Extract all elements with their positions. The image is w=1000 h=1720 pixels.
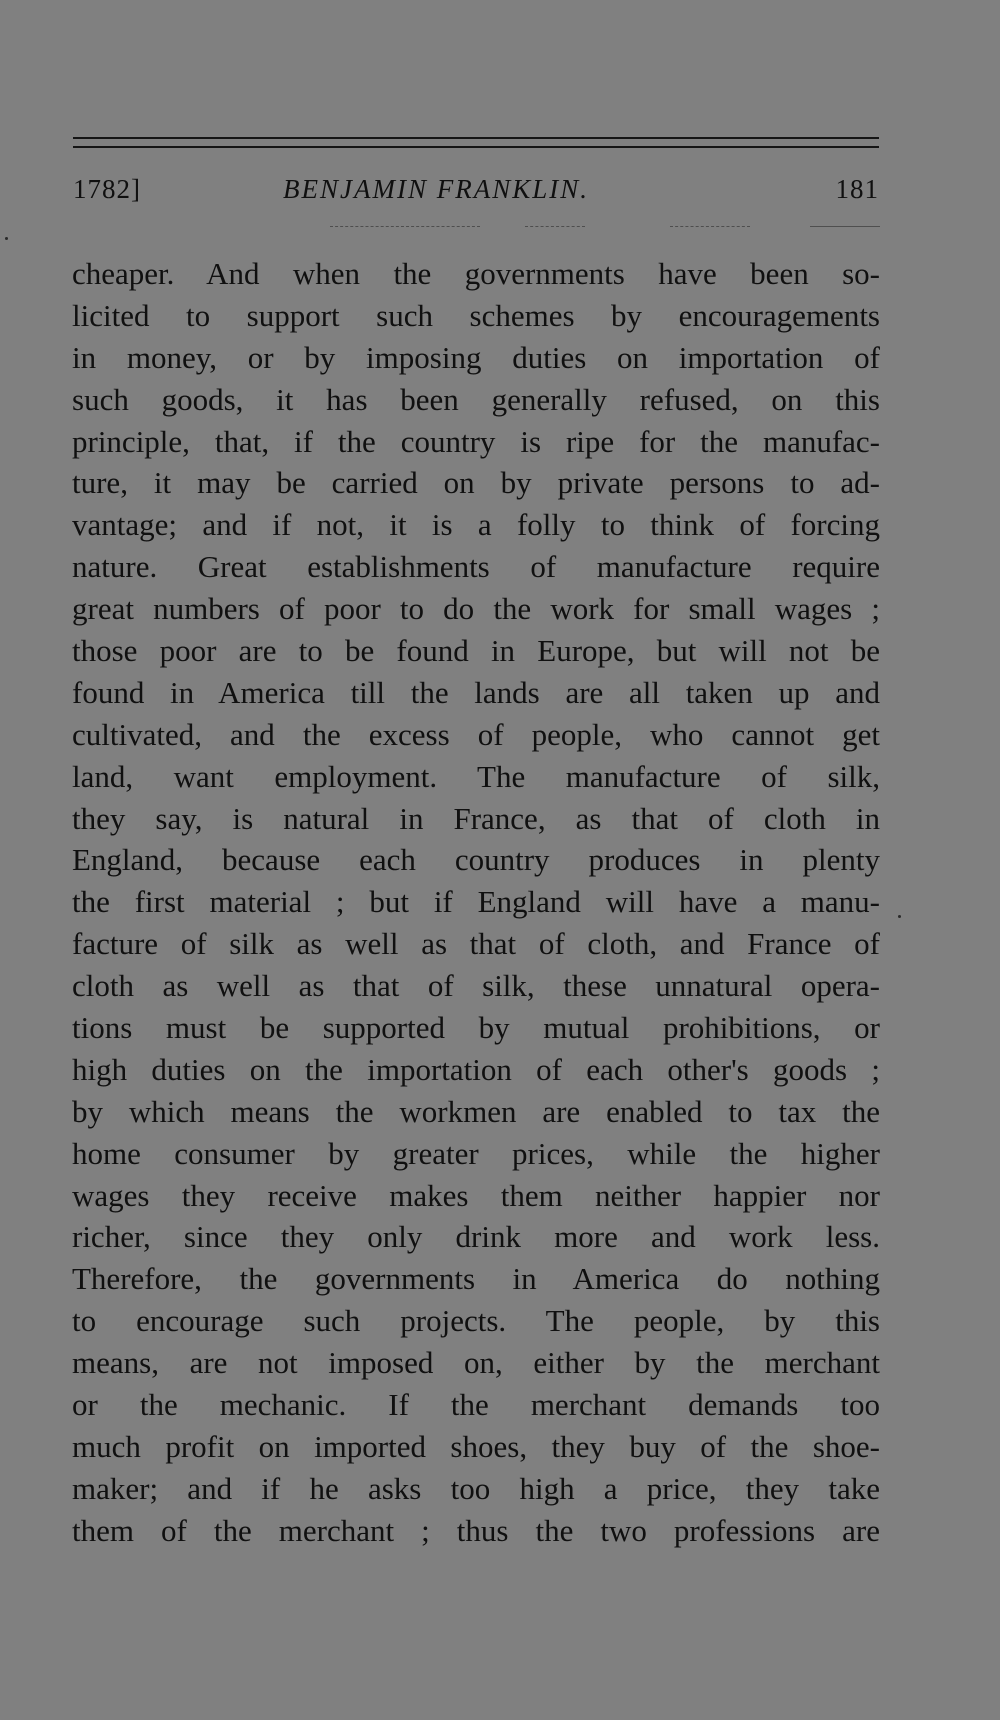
text-line: vantage; and if not, it is a folly to think of forcing (72, 507, 880, 543)
text-line: or the mechanic. If the merchant demands too (72, 1387, 880, 1423)
text-line: principle, that, if the country is ripe for the manufac- (72, 423, 880, 459)
text-line: home consumer by greater prices, while the higher (72, 1135, 880, 1171)
text-line: nature. Great establishments of manufacture require (72, 549, 880, 585)
text-line: those poor are to be found in Europe, but will not be (72, 633, 880, 669)
text-line: cheaper. And when the governments have been so- (72, 256, 880, 291)
text-line: by which means the workmen are enabled to tax the (72, 1093, 880, 1129)
page-number: 181 (835, 174, 879, 204)
print-artifact-line (525, 226, 585, 227)
running-head-year: 1782] (73, 174, 141, 204)
text-line: wages they receive makes them neither happier nor (72, 1177, 880, 1213)
text-line: them of the merchant ; thus the two professions are (72, 1512, 880, 1548)
body-text (72, 253, 880, 1552)
text-line: maker; and if he asks too high a price, they take (72, 1470, 880, 1506)
print-artifact-line (810, 226, 880, 227)
text-line: the first material ; but if England will have a manu- (72, 884, 880, 920)
text-line: ture, it may be carried on by private persons to ad- (72, 465, 880, 501)
text-line: England, because each country produces in plenty (72, 842, 880, 878)
text-line: means, are not imposed on, either by the merchant (72, 1345, 880, 1381)
text-line: high duties on the importation of each other's goods ; (72, 1051, 880, 1087)
text-line: much profit on imported shoes, they buy of the shoe- (72, 1428, 880, 1464)
text-line: found in America till the lands are all taken up and (72, 674, 880, 710)
text-line: such goods, it has been generally refused, on this (72, 381, 880, 417)
text-line: to encourage such projects. The people, by this (72, 1303, 880, 1339)
text-line: licited to support such schemes by encouragements (72, 297, 880, 333)
text-line: great numbers of poor to do the work for small wages ; (72, 591, 880, 627)
running-head (73, 172, 879, 212)
text-line: facture of silk as well as that of cloth, and France of (72, 926, 880, 962)
running-head-title: BENJAMIN FRANKLIN. (283, 174, 589, 204)
print-speck (5, 237, 8, 240)
text-line: Therefore, the governments in America do nothing (72, 1261, 880, 1297)
print-artifact-line (670, 226, 750, 227)
text-line: tions must be supported by mutual prohibitions, or (72, 1010, 880, 1046)
print-speck (898, 915, 901, 918)
text-line: cultivated, and the excess of people, who cannot get (72, 716, 880, 752)
header-rule-bottom (73, 146, 879, 148)
text-line: richer, since they only drink more and work less. (72, 1219, 880, 1255)
print-artifact-line (330, 226, 480, 227)
text-line: in money, or by imposing duties on importation of (72, 339, 880, 375)
header-rule-top (73, 137, 879, 139)
text-line: they say, is natural in France, as that of cloth in (72, 800, 880, 836)
text-line: cloth as well as that of silk, these unnatural opera- (72, 968, 880, 1004)
text-line: land, want employment. The manufacture of silk, (72, 758, 880, 794)
